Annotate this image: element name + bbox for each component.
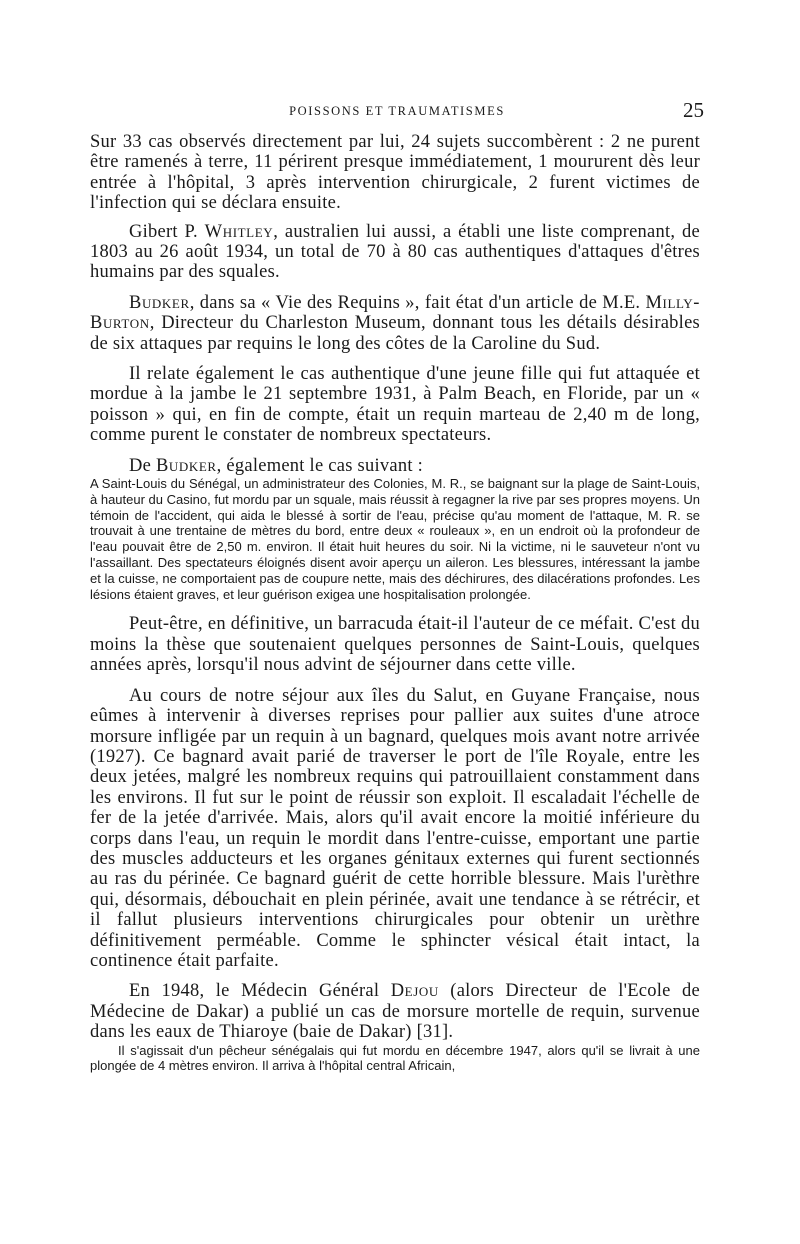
quote-saint-louis: A Saint-Louis du Sénégal, un administrateur des Colonies, M. R., se baignant sur la plage de Saint-Louis, à hauteur du Casino, fut mordu par un squale, mais réussit à regagner la rive par ses propres moyens. Un témoin de l'accident, qui aida le blessé à sortir de l'eau, précise qu'au moment de l'attaque, M. R. se trouvait à une trentaine de mètres du bord, entre deux « rouleaux », en un endroit où la profondeur de l'eau pouvait être de 2,50 m. environ. Il était huit heures du soir. Ni la victime, ni le sauveteur n'ont vu l'assaillant. Des spectateurs éloignés disent avoir aperçu un aileron. Les blessures, intéressant la jambe et la cuisse, ne comportaient pas de coupure nette, mais des déchirures, des dilacérations profondes. Les lésions étaient graves, et leur guérison exigea une hospitalisation prolongée.: [90, 476, 700, 602]
paragraph-victims-count: Sur 33 cas observés directement par lui, 24 sujets succombèrent : 2 ne purent être ramenés à terre, 11 périrent presque immédiatement, 1 moururent dès leur entrée à l'hôpital, 3 après intervention chirurgicale, 2 furent victimes de l'infection qui se déclara ensuite.: [90, 132, 700, 214]
author-name-dejou: Dejou: [390, 981, 439, 1002]
text-segment: , australien lui aussi, a établi une liste comprenant, de 1803 au 26 août 1934, un total de 70 à 80 cas authentiques d'attaques d'êtres humains par des squales.: [90, 221, 700, 283]
paragraph-barracuda: Peut-être, en définitive, un barracuda était-il l'auteur de ce méfait. C'est du moins la thèse que soutenaient quelques personnes de Saint-Louis, quelques années après, lorsqu'il nous advint de séjourner dans cette ville.: [90, 614, 700, 676]
running-title: POISSONS ET TRAUMATISMES: [289, 104, 505, 118]
text-segment: , dans sa « Vie des Requins », fait état d'un article de M.E.: [189, 292, 646, 313]
paragraph-dejou: [90, 981, 700, 1042]
text-segment: En 1948, le Médecin Général: [129, 981, 391, 1002]
quote-thiaroye: Il s'agissait d'un pêcheur sénégalais qui fut mordu en décembre 1947, alors qu'il se livrait à une plongée de 4 mètres environ. Il arriva à l'hôpital central Africain,: [90, 1042, 700, 1074]
paragraph-palm-beach: Il relate également le cas authentique d'une jeune fille qui fut attaquée et mordue à la jambe le 21 septembre 1931, à Palm Beach, en Floride, par un « poisson » qui, en fin de compte, était un requin marteau de 2,40 m de long, comme purent le constater de nombreux spectateurs.: [90, 364, 700, 446]
author-name-budker: Budker: [155, 455, 217, 476]
author-name-whitley: Whitley: [204, 221, 274, 242]
text-segment: , Directeur du Charleston Museum, donnant tous les détails désirables de six attaques par requins le long des côtes de la Caroline du Sud.: [90, 313, 700, 354]
author-name-budker: Budker: [129, 292, 190, 313]
text-segment: De: [129, 455, 156, 476]
paragraph-budker-case: [90, 456, 700, 476]
paragraph-whitley: [90, 222, 700, 283]
running-head: [90, 98, 704, 124]
author-name-milly-burton: Milly-Burton: [90, 292, 700, 334]
paragraph-budker-requins: [90, 293, 700, 354]
text-segment: Gibert P.: [129, 221, 205, 242]
page-number: 25: [683, 98, 704, 122]
paragraph-iles-du-salut: Au cours de notre séjour aux îles du Salut, en Guyane Française, nous eûmes à intervenir à diverses reprises pour pallier aux suites d'une atroce morsure infligée par un requin à un bagnard, quelques mois avant notre arrivée (1927). Ce bagnard avait parié de traverser le port de l'île Royale, entre les deux jetées, malgré les nombreux requins qui patrouillaient constamment dans les environs. Il fut sur le point de réussir son exploit. Il escaladait l'échelle de fer de la jetée d'arrivée. Mais, alors qu'il avait encore la moitié inférieure du corps dans l'eau, un requin le mordit dans l'entre-cuisse, emportant une partie des muscles adducteurs et les organes génitaux externes qui furent sectionnés au ras du périnée. Ce bagnard guérit de cette horrible blessure. Mais l'urèthre qui, désormais, débouchait en plein périnée, avait une tendance à se rétrécir, et il fallut plusieurs interventions chirurgicales pour obtenir un urèthre définitivement perméable. Comme le sphincter vésical était intact, la continence était parfaite.: [90, 685, 700, 971]
text-segment: , également le cas suivant :: [216, 455, 423, 476]
text-segment: (alors Directeur de l'Ecole de Médecine de Dakar) a publié un cas de morsure mortelle de requin, survenue dans les eaux de Thiaroye (baie de Dakar) [31].: [90, 981, 700, 1043]
